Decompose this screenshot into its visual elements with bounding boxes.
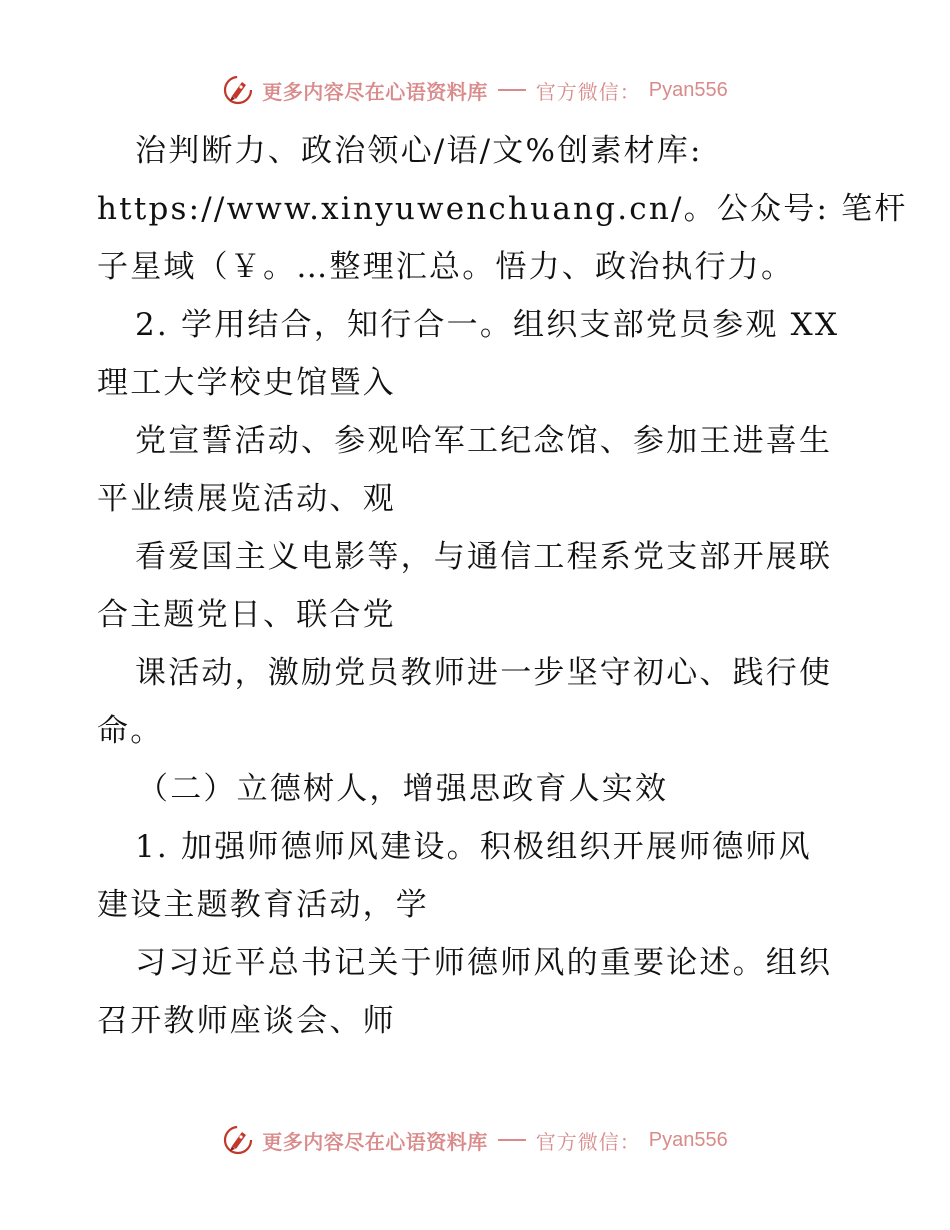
document-body	[97, 122, 908, 1050]
body-line: 子星域（￥。…整理汇总。悟力、政治执行力。	[97, 249, 795, 285]
body-line: https://www.xinyuwenchuang.cn/。公众号: 笔杆	[97, 191, 908, 227]
body-line: 建设主题教育活动，学	[97, 887, 429, 923]
banner-wechat-id: Pyan556	[648, 78, 728, 101]
banner-wechat-label: 官方微信：	[535, 79, 641, 104]
pen-nib-swirl-icon	[222, 1124, 254, 1156]
banner-brand-text: 更多内容尽在心语资料库	[262, 1129, 488, 1154]
banner-wechat-id: Pyan556	[648, 1128, 728, 1151]
body-line: 1. 加强师德师风建设。积极组织开展师德师风	[135, 829, 812, 865]
body-line: 习习近平总书记关于师德师风的重要论述。组织	[135, 945, 833, 981]
body-line: 治判断力、政治领心/语/文%创素材库:	[135, 133, 703, 169]
footer-banner	[0, 1122, 950, 1158]
banner-dash	[498, 1139, 526, 1141]
banner-dash	[498, 89, 526, 91]
pen-nib-swirl-icon	[222, 74, 254, 106]
body-line: 课活动，激励党员教师进一步坚守初心、践行使	[135, 655, 833, 691]
body-line: 平业绩展览活动、观	[97, 481, 396, 517]
header-banner	[0, 72, 950, 108]
section-heading: （二）立德树人，增强思政育人实效	[137, 771, 669, 807]
body-line: 看爱国主义电影等，与通信工程系党支部开展联	[135, 539, 833, 575]
banner-wechat-label: 官方微信：	[535, 1129, 641, 1154]
body-line: 命。	[97, 713, 164, 749]
body-line: 合主题党日、联合党	[97, 597, 396, 633]
body-line: 理工大学校史馆暨入	[97, 365, 396, 401]
body-line: 2. 学用结合，知行合一。组织支部党员参观 XX	[135, 307, 840, 343]
banner-brand-text: 更多内容尽在心语资料库	[262, 79, 488, 104]
body-line: 召开教师座谈会、师	[97, 1003, 396, 1039]
body-line: 党宣誓活动、参观哈军工纪念馆、参加王进喜生	[135, 423, 833, 459]
